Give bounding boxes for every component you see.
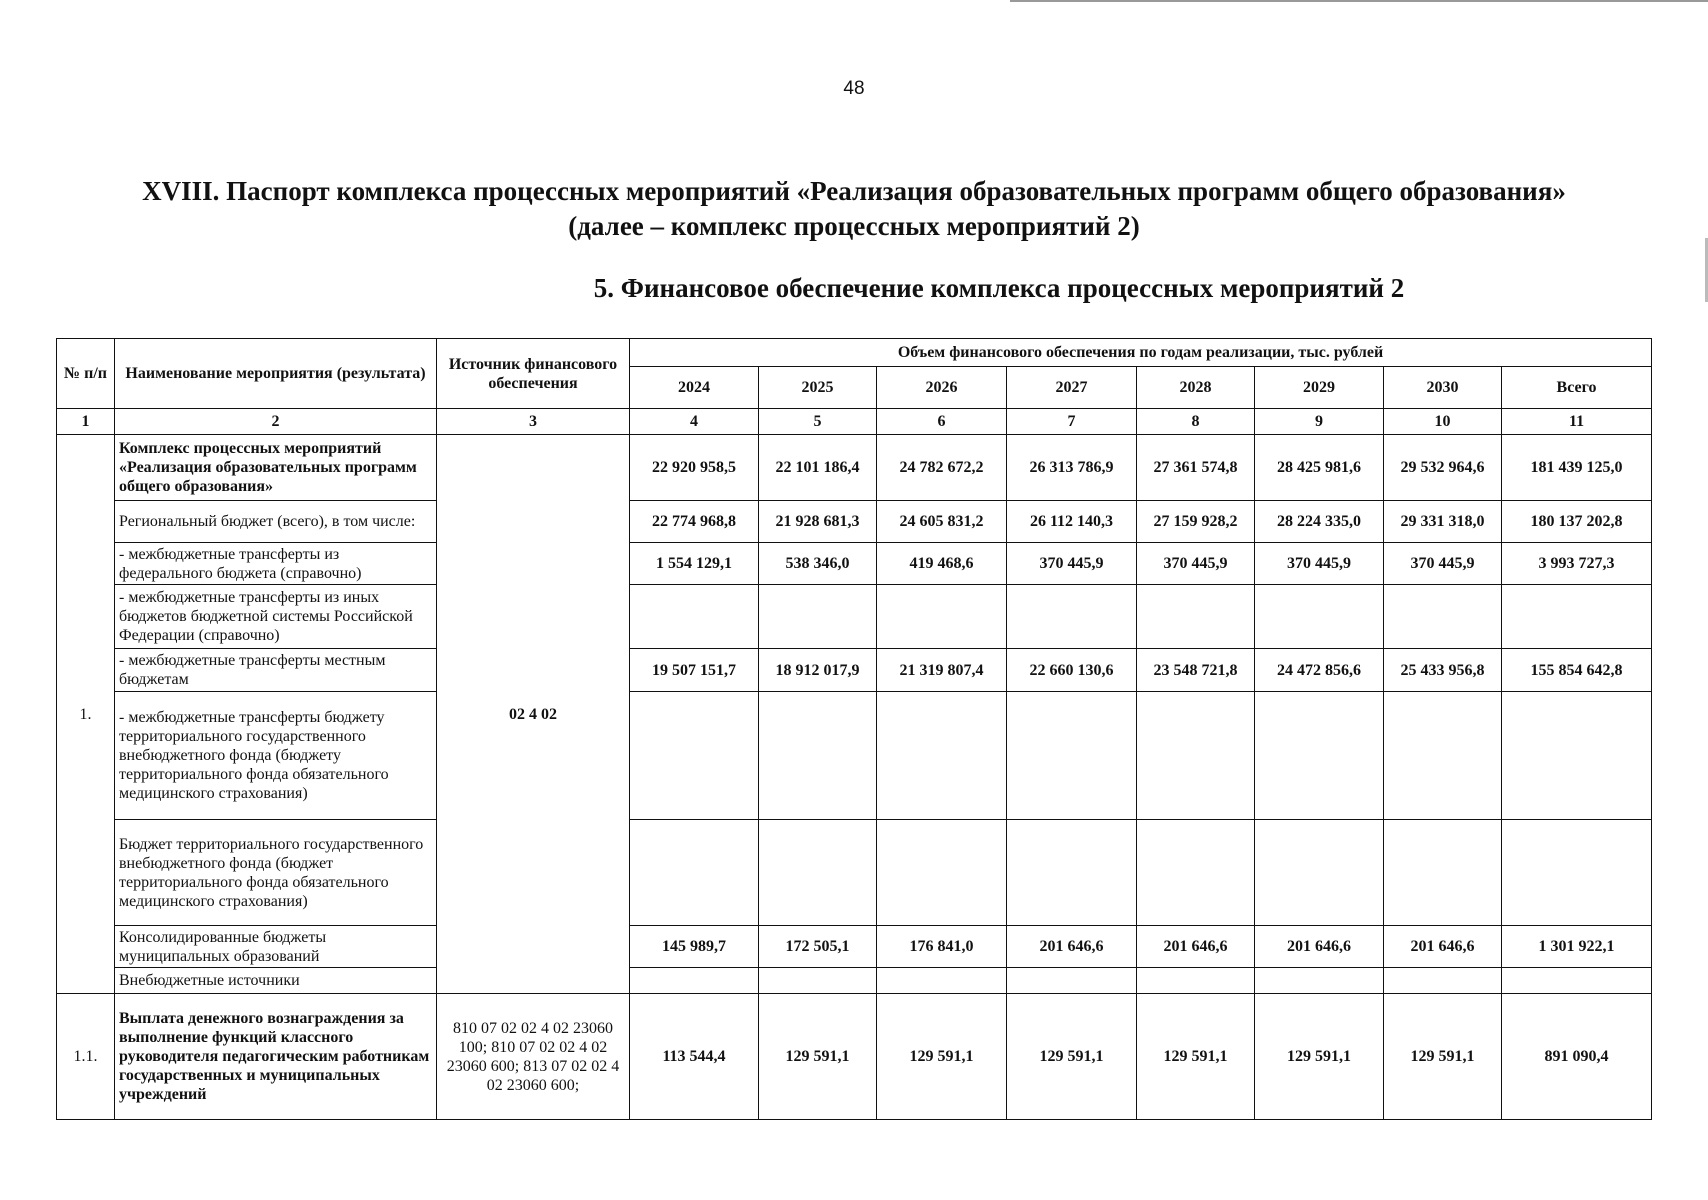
table-row xyxy=(57,585,1652,649)
col-number: 9 xyxy=(1255,409,1384,435)
value-cell xyxy=(1255,968,1384,994)
value-cell: 129 591,1 xyxy=(1007,994,1137,1120)
value-cell xyxy=(759,968,877,994)
value-cell xyxy=(1255,585,1384,649)
row-index: 1.1. xyxy=(57,994,115,1120)
table-row xyxy=(57,994,1652,1120)
value-cell xyxy=(630,968,759,994)
col-number: 7 xyxy=(1007,409,1137,435)
col-number: 1 xyxy=(57,409,115,435)
value-cell: 21 319 807,4 xyxy=(877,649,1007,692)
value-cell: 201 646,6 xyxy=(1007,926,1137,968)
value-cell: 201 646,6 xyxy=(1384,926,1502,968)
value-cell: 370 445,9 xyxy=(1137,543,1255,585)
value-cell xyxy=(1502,968,1652,994)
value-cell: 24 472 856,6 xyxy=(1255,649,1384,692)
row-index: 1. xyxy=(57,435,115,994)
value-cell xyxy=(877,585,1007,649)
value-cell: 201 646,6 xyxy=(1137,926,1255,968)
value-cell: 129 591,1 xyxy=(1255,994,1384,1120)
value-cell: 129 591,1 xyxy=(1384,994,1502,1120)
value-cell: 129 591,1 xyxy=(759,994,877,1120)
value-cell xyxy=(1255,820,1384,926)
header-year-2029: 2029 xyxy=(1255,367,1384,409)
row-name: Консолидированные бюджеты муниципальных образований xyxy=(115,926,437,968)
header-year-2028: 2028 xyxy=(1137,367,1255,409)
value-cell xyxy=(1384,968,1502,994)
header-year-2027: 2027 xyxy=(1007,367,1137,409)
value-cell: 172 505,1 xyxy=(759,926,877,968)
value-cell: 370 445,9 xyxy=(1007,543,1137,585)
col-number: 2 xyxy=(115,409,437,435)
table-row xyxy=(57,926,1652,968)
value-cell: 19 507 151,7 xyxy=(630,649,759,692)
value-cell: 181 439 125,0 xyxy=(1502,435,1652,501)
header-volume: Объем финансового обеспечения по годам реализации, тыс. рублей xyxy=(630,339,1652,367)
value-cell xyxy=(759,820,877,926)
value-cell xyxy=(877,692,1007,820)
col-number: 11 xyxy=(1502,409,1652,435)
row-name: - межбюджетные трансферты местным бюджетам xyxy=(115,649,437,692)
value-cell xyxy=(759,692,877,820)
value-cell xyxy=(877,820,1007,926)
value-cell: 180 137 202,8 xyxy=(1502,501,1652,543)
value-cell: 27 361 574,8 xyxy=(1137,435,1255,501)
table-row xyxy=(57,968,1652,994)
value-cell: 23 548 721,8 xyxy=(1137,649,1255,692)
value-cell xyxy=(877,968,1007,994)
value-cell: 22 920 958,5 xyxy=(630,435,759,501)
header-total: Всего xyxy=(1502,367,1652,409)
value-cell xyxy=(1384,820,1502,926)
table-row xyxy=(57,543,1652,585)
value-cell xyxy=(630,692,759,820)
value-cell xyxy=(1384,585,1502,649)
value-cell xyxy=(1137,968,1255,994)
title-line-1: XVIII. Паспорт комплекса процессных мероприятий «Реализация образовательных программ общего образования» xyxy=(142,176,1566,206)
page-title xyxy=(60,174,1648,244)
value-cell xyxy=(1137,585,1255,649)
value-cell xyxy=(1007,820,1137,926)
value-cell: 145 989,7 xyxy=(630,926,759,968)
value-cell: 891 090,4 xyxy=(1502,994,1652,1120)
value-cell: 176 841,0 xyxy=(877,926,1007,968)
row-name: Комплекс процессных мероприятий «Реализация образовательных программ общего образования» xyxy=(115,435,437,501)
col-number: 5 xyxy=(759,409,877,435)
col-number: 3 xyxy=(437,409,630,435)
row-name: - межбюджетные трансферты из иных бюджетов бюджетной системы Российской Федерации (справочно) xyxy=(115,585,437,649)
header-year-2030: 2030 xyxy=(1384,367,1502,409)
header-year-2025: 2025 xyxy=(759,367,877,409)
value-cell: 201 646,6 xyxy=(1255,926,1384,968)
value-cell: 28 425 981,6 xyxy=(1255,435,1384,501)
value-cell xyxy=(1007,968,1137,994)
header-source: Источник финансового обеспечения xyxy=(437,339,630,409)
value-cell: 419 468,6 xyxy=(877,543,1007,585)
value-cell: 24 782 672,2 xyxy=(877,435,1007,501)
value-cell xyxy=(630,820,759,926)
value-cell xyxy=(630,585,759,649)
value-cell: 22 660 130,6 xyxy=(1007,649,1137,692)
top-rule xyxy=(1010,0,1708,2)
value-cell: 25 433 956,8 xyxy=(1384,649,1502,692)
table-row xyxy=(57,501,1652,543)
value-cell: 1 554 129,1 xyxy=(630,543,759,585)
value-cell: 155 854 642,8 xyxy=(1502,649,1652,692)
page-number: 48 xyxy=(843,78,865,99)
value-cell: 26 112 140,3 xyxy=(1007,501,1137,543)
value-cell: 29 532 964,6 xyxy=(1384,435,1502,501)
value-cell xyxy=(1502,692,1652,820)
value-cell xyxy=(1137,692,1255,820)
col-number: 10 xyxy=(1384,409,1502,435)
col-number: 6 xyxy=(877,409,1007,435)
value-cell: 370 445,9 xyxy=(1255,543,1384,585)
row-name: Выплата денежного вознаграждения за выполнение функций классного руководителя педагогическим работникам государственных и муниципальных учреждений xyxy=(115,994,437,1120)
value-cell: 129 591,1 xyxy=(877,994,1007,1120)
value-cell: 29 331 318,0 xyxy=(1384,501,1502,543)
header-year-2026: 2026 xyxy=(877,367,1007,409)
row-name: Внебюджетные источники xyxy=(115,968,437,994)
section-title: 5. Финансовое обеспечение комплекса процессных мероприятий 2 xyxy=(593,273,1405,303)
row-name: Региональный бюджет (всего), в том числе: xyxy=(115,501,437,543)
value-cell xyxy=(1502,585,1652,649)
value-cell: 24 605 831,2 xyxy=(877,501,1007,543)
table-row xyxy=(57,820,1652,926)
row-name: - межбюджетные трансферты из федерального бюджета (справочно) xyxy=(115,543,437,585)
value-cell: 28 224 335,0 xyxy=(1255,501,1384,543)
value-cell: 26 313 786,9 xyxy=(1007,435,1137,501)
row-source: 02 4 02 xyxy=(437,435,630,994)
col-number: 8 xyxy=(1137,409,1255,435)
table-row xyxy=(57,649,1652,692)
value-cell xyxy=(1137,820,1255,926)
value-cell xyxy=(1007,585,1137,649)
value-cell: 129 591,1 xyxy=(1137,994,1255,1120)
value-cell: 3 993 727,3 xyxy=(1502,543,1652,585)
value-cell: 113 544,4 xyxy=(630,994,759,1120)
value-cell xyxy=(759,585,877,649)
value-cell: 1 301 922,1 xyxy=(1502,926,1652,968)
row-name: Бюджет территориального государственного внебюджетного фонда (бюджет территориального фонда обязательного медицинского страхования) xyxy=(115,820,437,926)
value-cell xyxy=(1384,692,1502,820)
financing-table xyxy=(56,338,1652,1120)
value-cell: 538 346,0 xyxy=(759,543,877,585)
header-num: № п/п xyxy=(57,339,115,409)
value-cell xyxy=(1502,820,1652,926)
table-row xyxy=(57,692,1652,820)
value-cell xyxy=(1255,692,1384,820)
value-cell: 22 774 968,8 xyxy=(630,501,759,543)
value-cell: 27 159 928,2 xyxy=(1137,501,1255,543)
value-cell xyxy=(1007,692,1137,820)
value-cell: 370 445,9 xyxy=(1384,543,1502,585)
header-year-2024: 2024 xyxy=(630,367,759,409)
row-name: - межбюджетные трансферты бюджету территориального государственного внебюджетного фонда (бюджету территориального фонда обязательного медицинского страхования) xyxy=(115,692,437,820)
value-cell: 21 928 681,3 xyxy=(759,501,877,543)
header-name: Наименование мероприятия (результата) xyxy=(115,339,437,409)
value-cell: 18 912 017,9 xyxy=(759,649,877,692)
row-source: 810 07 02 02 4 02 23060 100; 810 07 02 02 4 02 23060 600; 813 07 02 02 4 02 23060 600; xyxy=(437,994,630,1120)
col-number: 4 xyxy=(630,409,759,435)
value-cell: 22 101 186,4 xyxy=(759,435,877,501)
table-row xyxy=(57,435,1652,501)
title-line-2: (далее – комплекс процессных мероприятий 2) xyxy=(568,211,1140,241)
